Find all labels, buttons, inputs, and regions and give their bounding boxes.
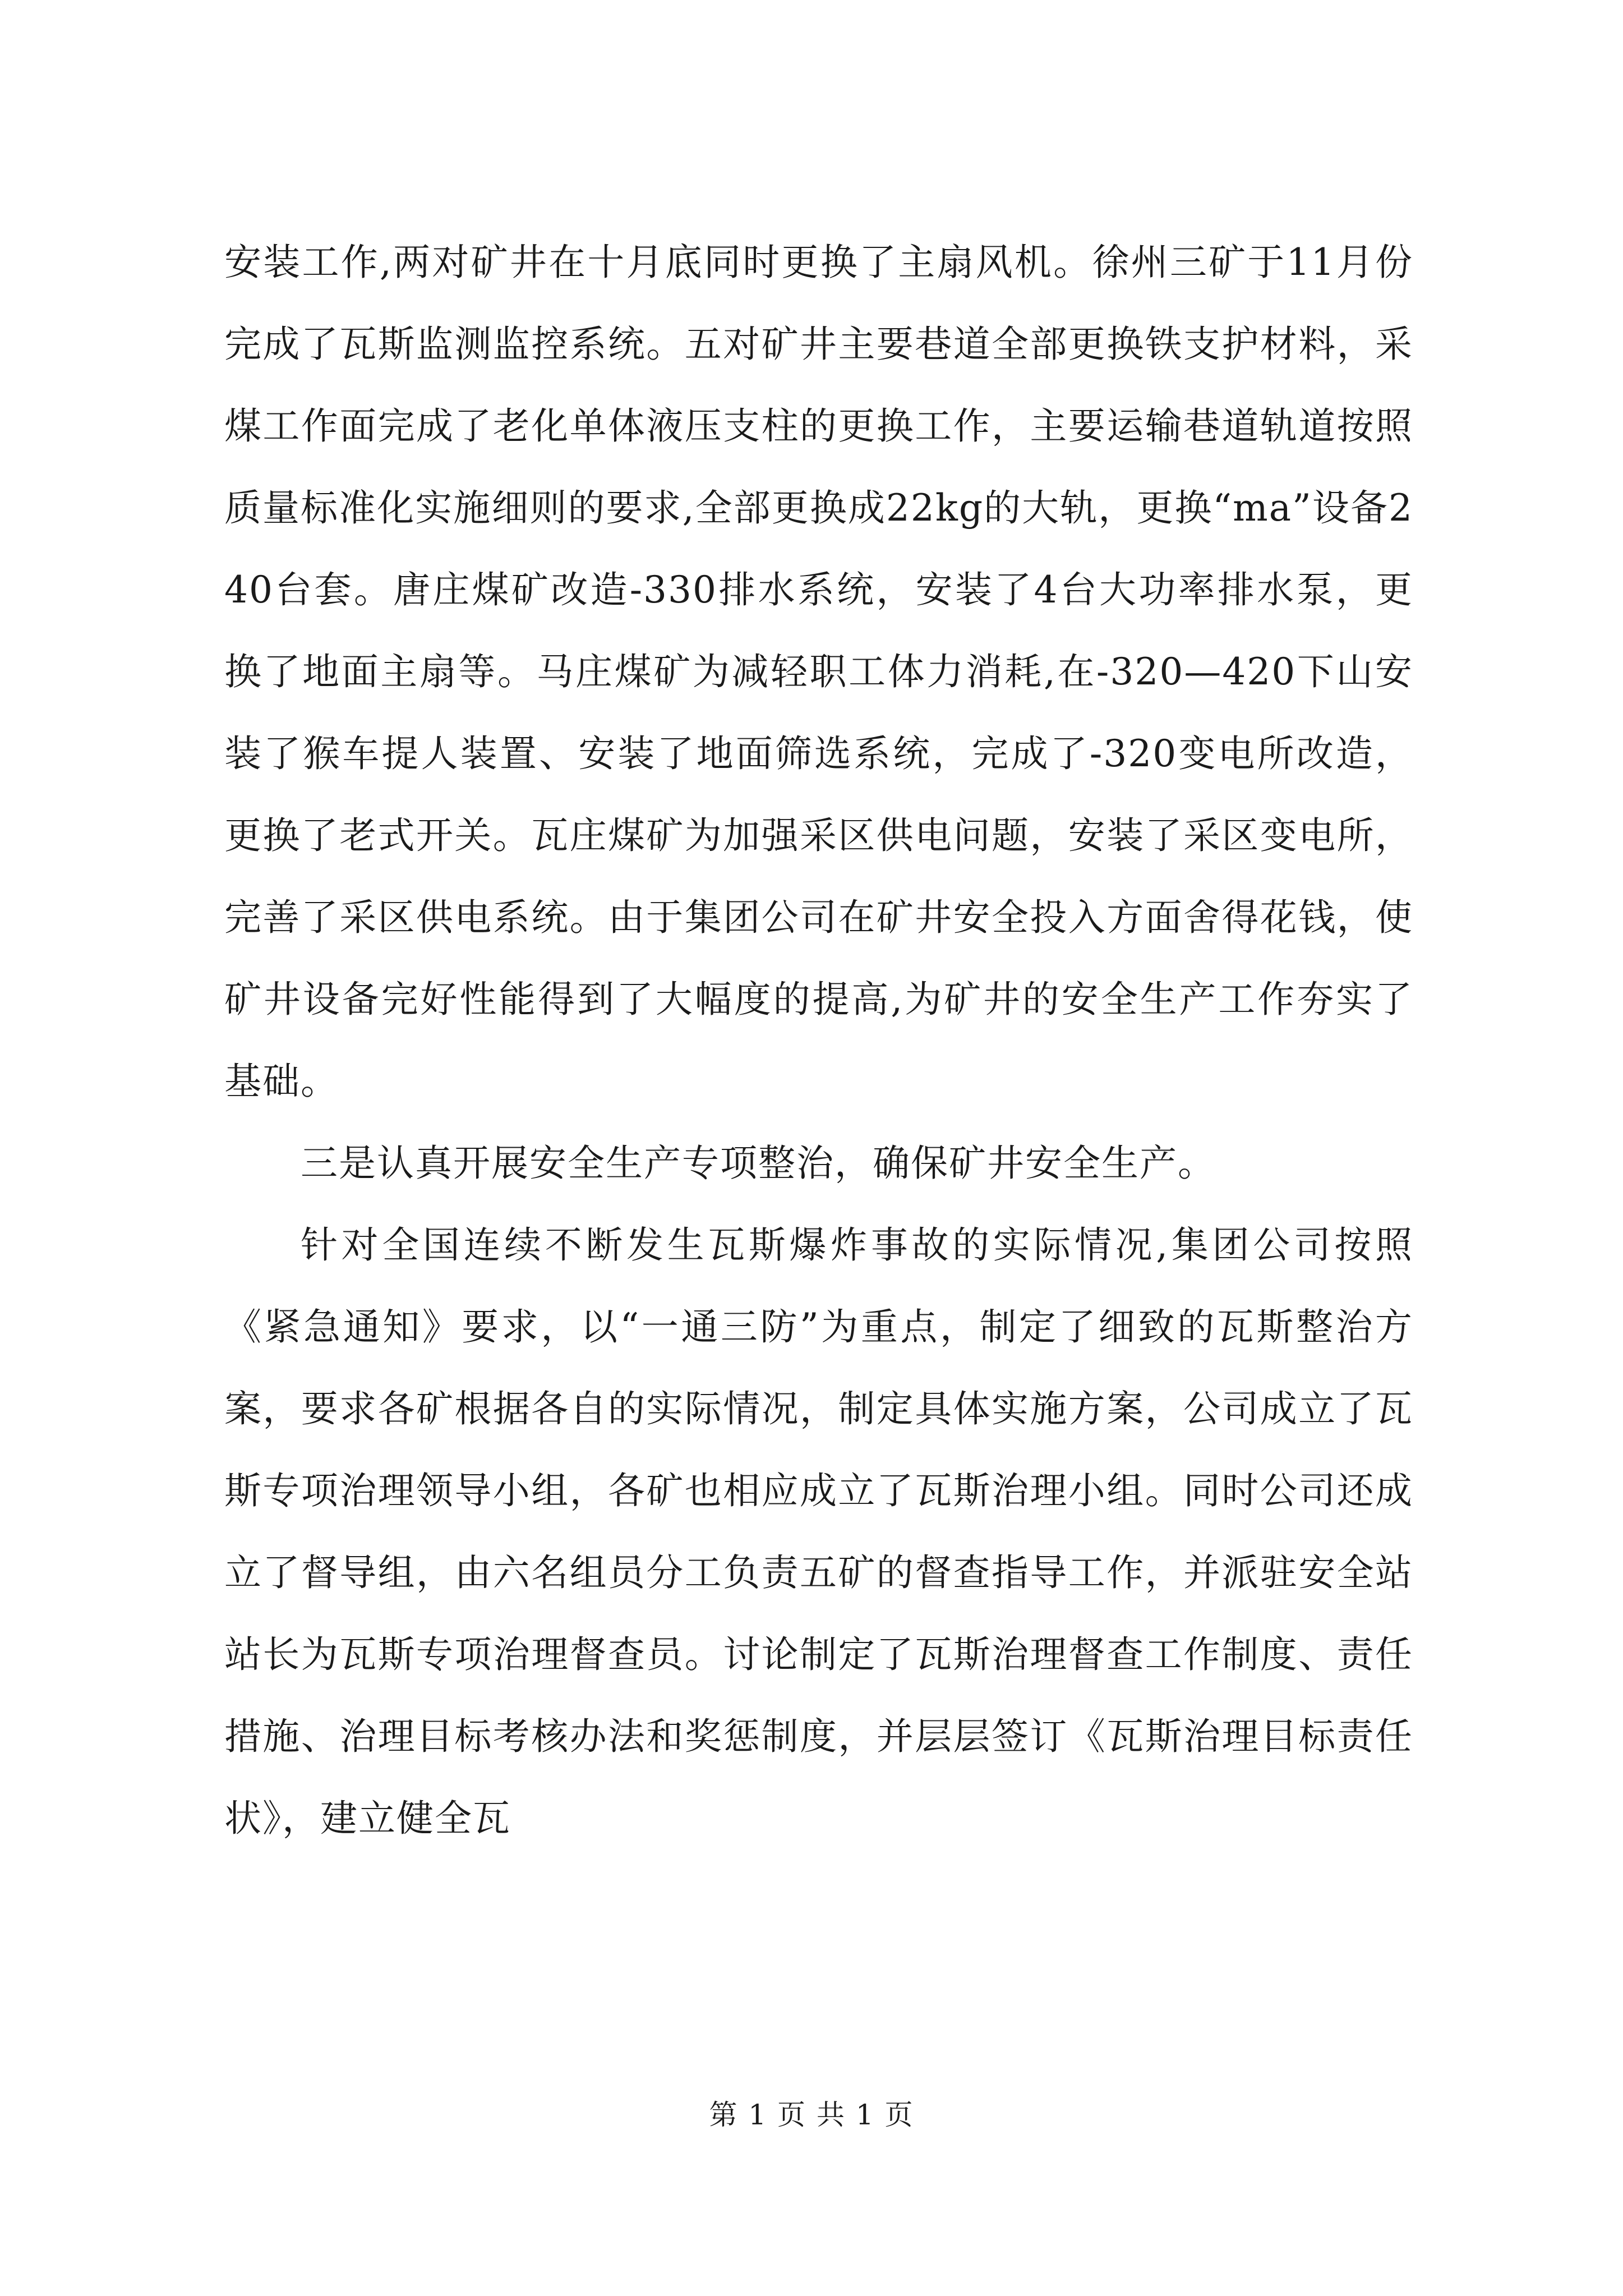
page-footer: 第 1 页 共 1 页 bbox=[709, 2099, 914, 2131]
paragraph-2: 三是认真开展安全生产专项整治，确保矿井安全生产。 bbox=[301, 1142, 1216, 1185]
paragraph-3: 针对全国连续不断发生瓦斯爆炸事故的实际情况,集团公司按照《紧急通知》要求，以“一通三防”为重点，制定了细致的瓦斯整治方案，要求各矿根据各自的实际情况，制定具体实施方案，公司成立了瓦斯专项治理领导小组，各矿也相应成立了瓦斯治理小组。同时公司还成立了督导组，由六名组员分工负责五矿的督查指导工作，并派驻安全站站长为瓦斯专项治理督查员。讨论制定了瓦斯治理督查工作制度、责任措施、治理目标考核办法和奖惩制度，并层层签订《瓦斯治理目标责任状》，建立健全瓦 bbox=[224, 1223, 1413, 1840]
document-body bbox=[224, 222, 1413, 1860]
paragraph-1: 安装工作,两对矿井在十月底同时更换了主扇风机。徐州三矿于11月份完成了瓦斯监测监控系统。五对矿井主要巷道全部更换铁支护材料，采煤工作面完成了老化单体液压支柱的更换工作，主要运输巷道轨道按照质量标准化实施细则的要求,全部更换成22kg的大轨，更换“ma”设备240台套。唐庄煤矿改造-330排水系统，安装了4台大功率排水泵，更换了地面主扇等。马庄煤矿为减轻职工体力消耗,在-320—420下山安装了猴车提人装置、安装了地面筛选系统，完成了-320变电所改造，更换了老式开关。瓦庄煤矿为加强采区供电问题，安装了采区变电所，完善了采区供电系统。由于集团公司在矿井安全投入方面舍得花钱，使矿井设备完好性能得到了大幅度的提高,为矿井的安全生产工作夯实了基础。 bbox=[224, 241, 1413, 1103]
